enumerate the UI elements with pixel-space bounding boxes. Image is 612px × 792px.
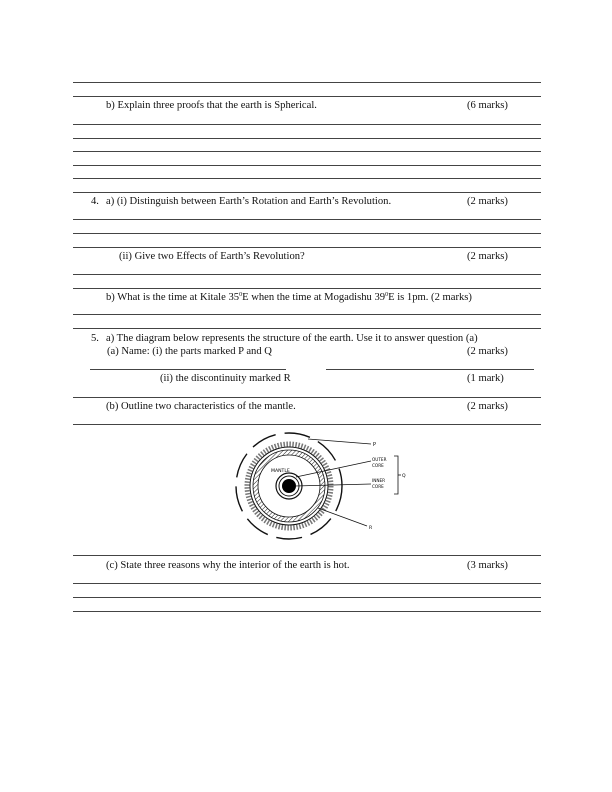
- label-inner-core-2: CORE: [372, 484, 384, 489]
- marks-5c: (3 marks): [467, 560, 508, 571]
- answer-line-right: [326, 369, 534, 370]
- question-4b: [106, 292, 472, 304]
- answer-line: [73, 314, 541, 315]
- question-5-intro: a) The diagram below represents the structure of the earth. Use it to answer question (a): [106, 333, 478, 344]
- answer-line-left: [90, 369, 286, 370]
- question-number-4: 4.: [91, 196, 99, 207]
- answer-line: [73, 288, 541, 289]
- answer-line: [73, 178, 541, 179]
- answer-line: [73, 151, 541, 152]
- answer-line: [73, 424, 541, 425]
- q-bracket: [394, 456, 398, 494]
- answer-line: [73, 138, 541, 139]
- marks-5a-i: (2 marks): [467, 346, 508, 357]
- answer-line: [73, 192, 541, 193]
- label-outer-core-1: OUTER: [372, 457, 387, 462]
- inner-core: [282, 479, 296, 493]
- answer-line: [73, 611, 541, 612]
- marks-5b: (2 marks): [467, 401, 508, 412]
- answer-line: [73, 597, 541, 598]
- label-r: R: [369, 526, 373, 531]
- marks-4a-ii: (2 marks): [467, 251, 508, 262]
- question-4a-ii: (ii) Give two Effects of Earth’s Revolution?: [119, 251, 305, 262]
- degree-sup-2: 0: [385, 292, 389, 298]
- question-5b: (b) Outline two characteristics of the mantle.: [106, 401, 296, 412]
- answer-line: [73, 165, 541, 166]
- question-4b-part2: E when the time at Mogadishu 39: [242, 292, 386, 303]
- label-p: P: [373, 442, 377, 448]
- answer-line: [73, 555, 541, 556]
- answer-line: [73, 233, 541, 234]
- answer-line: [73, 96, 541, 97]
- marks-4a-i: (2 marks): [467, 196, 508, 207]
- question-4b-part1: b) What is the time at Kitale 35: [106, 292, 240, 303]
- answer-line: [73, 124, 541, 125]
- answer-line: [73, 219, 541, 220]
- answer-line: [73, 82, 541, 83]
- label-q: Q: [402, 474, 406, 479]
- degree-sup-1: 0: [239, 292, 243, 298]
- marks-3b: (6 marks): [467, 100, 508, 111]
- question-5a-i: (a) Name: (i) the parts marked P and Q: [107, 346, 272, 357]
- answer-line: [73, 583, 541, 584]
- answer-line: [73, 247, 541, 248]
- label-outer-core-2: CORE: [372, 463, 384, 468]
- question-5c: (c) State three reasons why the interior of the earth is hot.: [106, 560, 350, 571]
- question-4a-i: a) (i) Distinguish between Earth’s Rotation and Earth’s Revolution.: [106, 196, 392, 207]
- answer-line: [73, 397, 541, 398]
- question-4b-part3: E is 1pm. (2 marks): [388, 292, 472, 303]
- leader-p: [308, 439, 371, 444]
- question-3b: b) Explain three proofs that the earth is Spherical.: [106, 100, 317, 111]
- question-5a-ii: (ii) the discontinuity marked R: [160, 373, 291, 384]
- leader-r: [318, 508, 367, 526]
- earth-structure-diagram: [210, 430, 410, 545]
- question-number-5: 5.: [91, 333, 99, 344]
- marks-5a-ii: (1 mark): [467, 373, 504, 384]
- label-inner-core-1: INNER: [372, 478, 386, 483]
- answer-line: [73, 274, 541, 275]
- answer-line: [73, 328, 541, 329]
- label-mantle: MANTLE: [271, 469, 290, 474]
